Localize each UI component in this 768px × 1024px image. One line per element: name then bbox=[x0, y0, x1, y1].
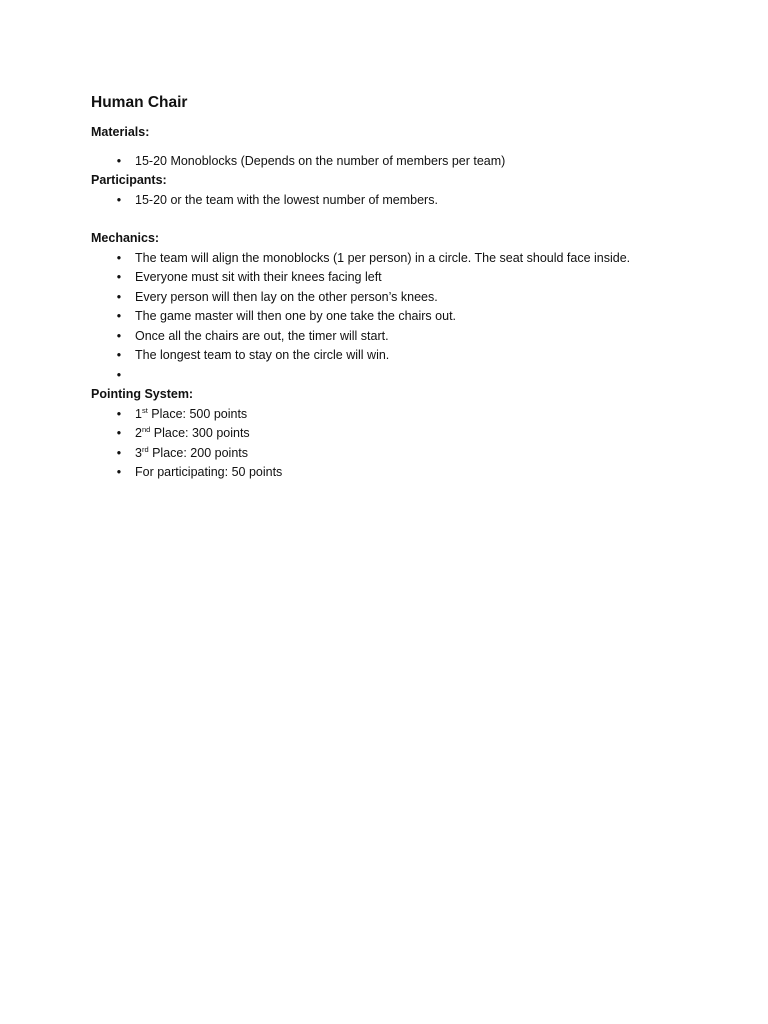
bullet-icon: • bbox=[116, 289, 122, 304]
list-item-text: Everyone must sit with their knees facing left bbox=[135, 270, 382, 284]
bullet-icon: • bbox=[116, 367, 122, 382]
place-number: 1 bbox=[135, 406, 142, 421]
list-item-text: For participating: 50 points bbox=[135, 465, 283, 479]
list-item bbox=[91, 444, 691, 464]
document-title: Human Chair bbox=[91, 94, 188, 111]
bullet-icon: • bbox=[116, 465, 122, 479]
bullet-icon: • bbox=[116, 406, 122, 421]
place-ordinal-suffix: nd bbox=[141, 424, 151, 434]
place-number: 2 bbox=[135, 426, 142, 440]
list-item bbox=[91, 424, 691, 444]
list-item bbox=[91, 307, 691, 327]
list-item bbox=[91, 346, 691, 366]
list-item bbox=[91, 405, 691, 425]
pointing-system-heading: Pointing System: bbox=[91, 387, 194, 401]
participants-heading: Participants: bbox=[91, 173, 167, 187]
materials-heading: Materials: bbox=[91, 125, 150, 139]
list-item bbox=[91, 152, 691, 172]
list-item-text: The team will align the monoblocks (1 per person) in a circle. The seat should face inside. bbox=[135, 250, 631, 265]
list-item-text: 15-20 or the team with the lowest number of members. bbox=[135, 192, 438, 207]
bullet-icon: • bbox=[116, 153, 122, 168]
place-ordinal-suffix: st bbox=[141, 405, 148, 415]
place-number: 3 bbox=[135, 445, 142, 460]
document-content bbox=[91, 93, 691, 483]
participants-list bbox=[91, 191, 691, 211]
mechanics-list bbox=[91, 249, 691, 386]
list-item-text: Place: 200 points bbox=[148, 445, 248, 460]
list-item bbox=[91, 268, 691, 288]
bullet-icon: • bbox=[116, 309, 122, 323]
list-item-text: The longest team to stay on the circle will win. bbox=[135, 348, 390, 362]
list-item-text: Place: 500 points bbox=[147, 406, 248, 421]
mechanics-heading: Mechanics: bbox=[91, 231, 160, 245]
bullet-icon: • bbox=[116, 445, 122, 460]
bullet-icon: • bbox=[116, 426, 122, 440]
list-item-empty bbox=[91, 366, 691, 386]
list-item bbox=[91, 288, 691, 308]
bullet-icon: • bbox=[116, 270, 122, 284]
list-item-text: The game master will then one by one take the chairs out. bbox=[135, 309, 457, 323]
pointing-system-list bbox=[91, 405, 691, 483]
place-ordinal-suffix: rd bbox=[141, 444, 149, 454]
bullet-icon: • bbox=[116, 348, 122, 362]
list-item bbox=[91, 463, 691, 483]
bullet-icon: • bbox=[116, 250, 122, 265]
list-item-text: Every person will then lay on the other person’s knees. bbox=[135, 289, 438, 304]
list-item-text: Once all the chairs are out, the timer will start. bbox=[135, 328, 389, 343]
list-item-text: 15-20 Monoblocks (Depends on the number of members per team) bbox=[135, 153, 506, 168]
list-item bbox=[91, 327, 691, 347]
list-item bbox=[91, 191, 691, 211]
list-item-text: Place: 300 points bbox=[150, 426, 250, 440]
bullet-icon: • bbox=[116, 192, 122, 207]
materials-list bbox=[91, 152, 691, 172]
bullet-icon: • bbox=[116, 328, 122, 343]
list-item bbox=[91, 249, 691, 269]
